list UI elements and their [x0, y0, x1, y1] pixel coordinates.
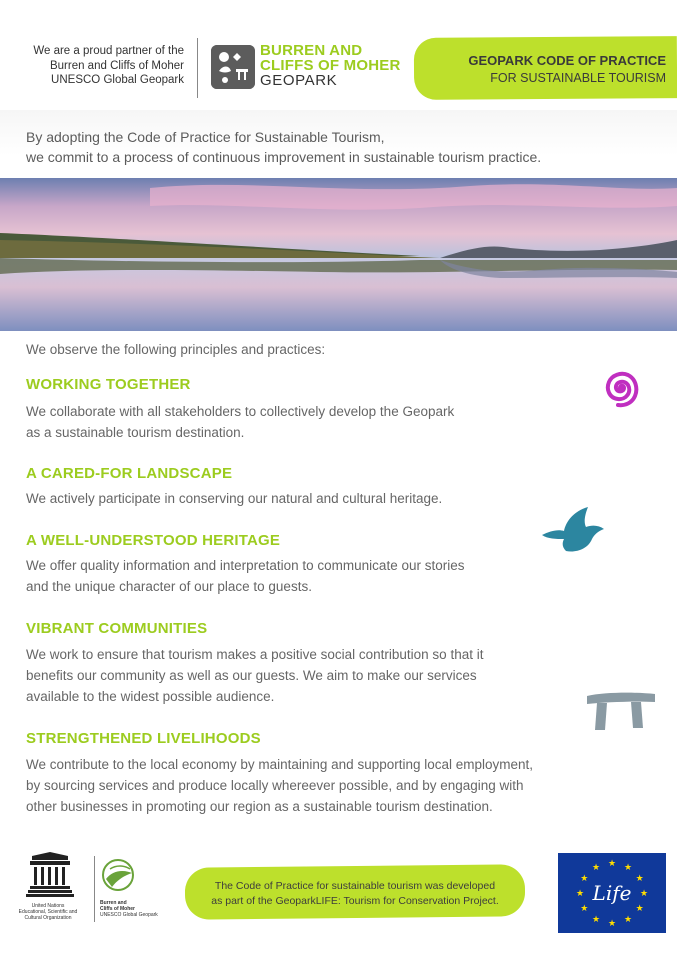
- geopark-name: [260, 43, 401, 88]
- eu-star-icon: ★: [575, 888, 585, 898]
- partner-line: UNESCO Global Geopark: [51, 74, 184, 86]
- principle-line: as a sustainable tourism destination.: [26, 425, 245, 440]
- eu-star-icon: ★: [607, 858, 617, 868]
- geopark-caption: [100, 900, 180, 918]
- dolmen-icon: [585, 690, 657, 732]
- unesco-caption: [2, 903, 94, 921]
- eu-star-icon: ★: [635, 873, 644, 883]
- principle-heading: A WELL-UNDERSTOOD HERITAGE: [26, 532, 281, 549]
- principle-line: We collaborate with all stakeholders to collectively develop the Geopark: [26, 404, 455, 419]
- geopark-caption-line: Cliffs of Moher: [100, 906, 135, 912]
- geopark-caption-line: UNESCO Global Geopark: [100, 912, 158, 918]
- principle-heading: STRENGTHENED LIVELIHOODS: [26, 730, 261, 747]
- principle-body: [26, 488, 606, 509]
- intro-line: By adopting the Code of Practice for Sustainable Tourism,: [26, 129, 385, 145]
- footer-note-line: The Code of Practice for sustainable tourism was developed: [214, 880, 496, 892]
- principle-line: We work to ensure that tourism makes a positive social contribution so that it: [26, 647, 484, 662]
- principle-heading: WORKING TOGETHER: [26, 376, 191, 393]
- principle-body: [26, 644, 606, 707]
- principle-line: available to the widest possible audience.: [26, 689, 275, 704]
- principle-body: [26, 555, 606, 597]
- geopark-circle-icon: [100, 857, 136, 893]
- unesco-caption-line: Cultural Organization: [24, 915, 72, 921]
- intro-statement: [26, 127, 646, 167]
- principle-body: [26, 401, 606, 443]
- bird-icon: [540, 505, 606, 555]
- geopark-logo-icon: [211, 45, 255, 89]
- eu-star-icon: ★: [580, 903, 589, 913]
- footer-note-line: as part of the GeoparkLIFE: Tourism for Conservation Project.: [211, 894, 499, 907]
- geopark-caption-line: Burren and: [100, 900, 127, 906]
- footer-divider: [94, 856, 95, 922]
- eu-star-icon: ★: [623, 862, 633, 873]
- principle-line: other businesses in promoting our region as a sustainable tourism destination.: [26, 799, 493, 814]
- principle-line: benefits our community as well as our guests. We aim to make our services: [26, 668, 477, 683]
- landscape-photo: [0, 178, 677, 331]
- principle-body: [26, 754, 626, 817]
- eu-star-icon: ★: [591, 862, 601, 873]
- principle-line: We contribute to the local economy by maintaining and supporting local employment,: [26, 757, 534, 772]
- footer-note: [197, 879, 513, 908]
- eu-star-icon: ★: [580, 873, 589, 883]
- geopark-name-line: BURREN AND: [260, 42, 363, 59]
- partner-line: We are a proud partner of the: [33, 45, 184, 57]
- eu-stars-icon: [558, 853, 666, 933]
- code-title: GEOPARK CODE OF PRACTICE: [468, 53, 666, 68]
- principle-line: and the unique character of our place to guests.: [26, 579, 312, 594]
- geopark-name-line: CLIFFS OF MOHER: [260, 57, 401, 74]
- spiral-icon: [597, 364, 643, 410]
- partner-line: Burren and Cliffs of Moher: [49, 59, 184, 72]
- code-subtitle: FOR SUSTAINABLE TOURISM: [490, 71, 666, 85]
- eu-star-icon: ★: [607, 918, 617, 928]
- eu-star-icon: ★: [639, 888, 649, 898]
- unesco-caption-line: Educational, Scientific and: [18, 909, 78, 915]
- geopark-name-sub: GEOPARK: [260, 72, 338, 89]
- principles-lead: We observe the following principles and practices:: [26, 342, 326, 357]
- principle-line: We actively participate in conserving our natural and cultural heritage.: [26, 491, 443, 506]
- eu-star-icon: ★: [591, 913, 601, 924]
- eu-star-icon: ★: [623, 913, 633, 924]
- principle-heading: VIBRANT COMMUNITIES: [26, 620, 208, 637]
- life-logo-text: Life: [592, 881, 632, 905]
- partner-statement: [12, 44, 184, 88]
- principle-line: We offer quality information and interpretation to communicate our stories: [26, 558, 465, 573]
- unesco-caption-line: United Nations: [31, 903, 65, 909]
- code-badge: [414, 36, 677, 100]
- eu-star-icon: ★: [635, 903, 644, 913]
- principle-heading: A CARED-FOR LANDSCAPE: [26, 465, 233, 482]
- header-divider: [197, 38, 198, 98]
- principle-line: by sourcing services and produce locally whereever possible, and by engaging with: [26, 778, 524, 793]
- intro-line: we commit to a process of continuous improvement in sustainable tourism practice.: [26, 149, 542, 165]
